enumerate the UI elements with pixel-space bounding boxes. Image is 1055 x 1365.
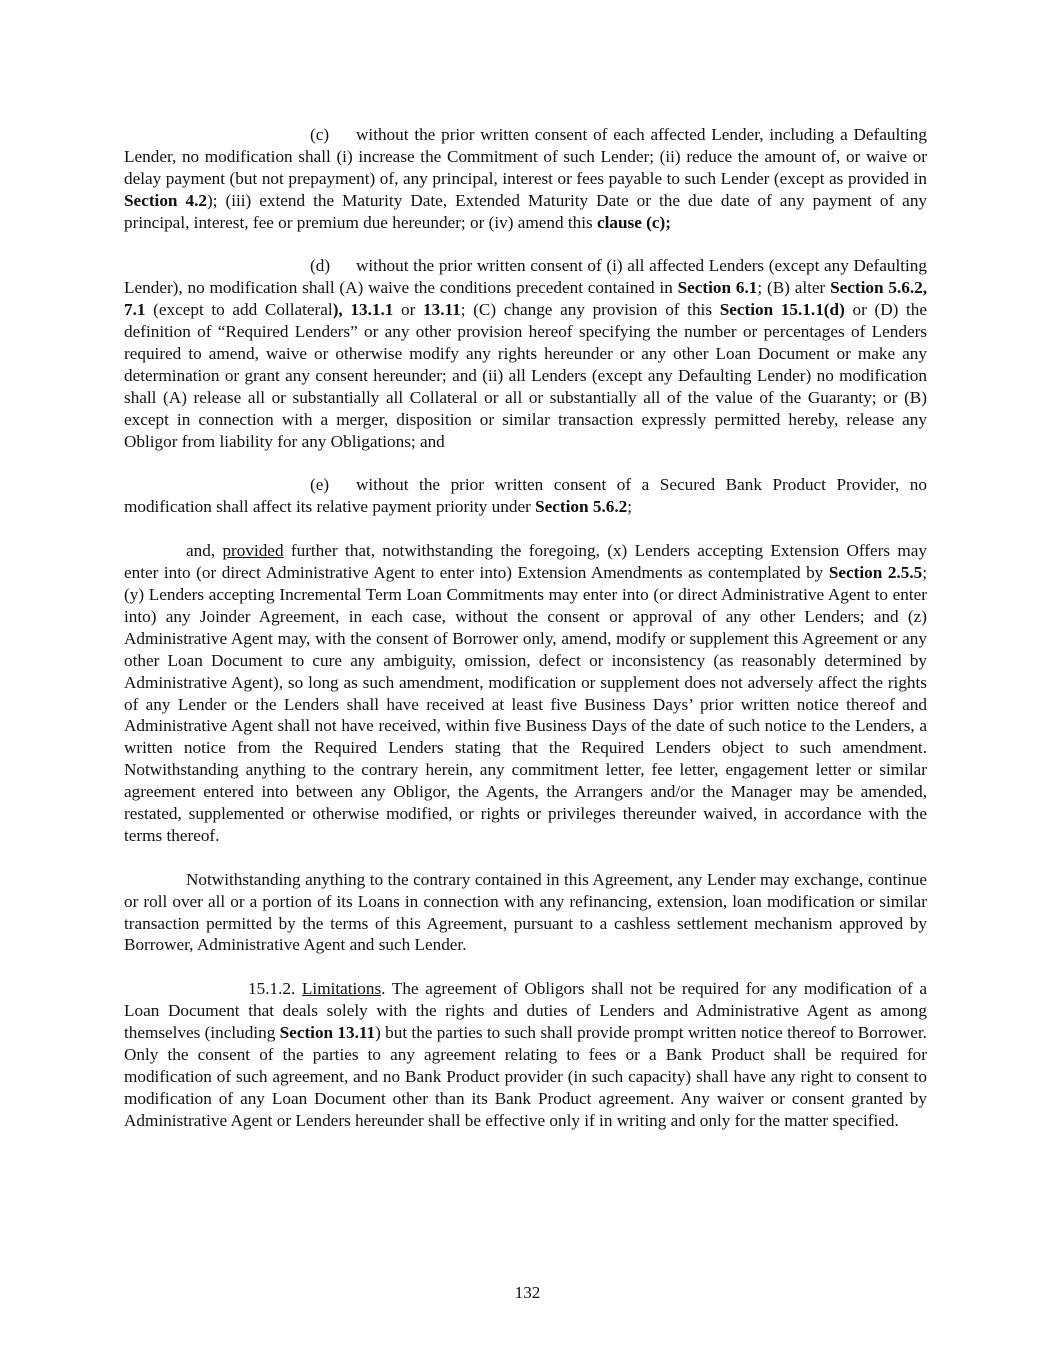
notwithstanding-paragraph: Notwithstanding anything to the contrary contained in this Agreement, any Lender may exchange, continue or roll over all or a portion of its Loans in connection with any refinancing, extension, loan modification or similar transaction permitted by the terms of this Agreement, pursuant to a cashless settlement mechanism approved by Borrower, Administrative Agent and such Lender.	[124, 869, 927, 955]
section-number: 15.1.2.	[248, 979, 296, 999]
provided-further-paragraph: and, provided further that, notwithstanding the foregoing, (x) Lenders accepting Extension Offers may enter into (or direct Administrative Agent to enter into) Extension Amendments as contemplated by Section 2.5.5; (y) Lenders accepting Incremental Term Loan Commitments may enter into (or direct Administrative Agent to enter into) any Joinder Agreement, in each case, without the consent or approval of any other Lenders; and (z) Administrative Agent may, with the consent of Borrower only, amend, modify or supplement this Agreement or any other Loan Document to cure any ambiguity, omission, defect or inconsistency (as reasonably determined by Administrative Agent), so long as such amendment, modification or supplement does not adversely affect the rights of any Lender or the Lenders shall have received at least five Business Days’ prior written notice thereof and Administrative Agent shall not have received, within five Business Days of the date of such notice to the Lenders, a written notice from the Required Lenders stating that the Required Lenders object to such amendment. Notwithstanding anything to the contrary herein, any commitment letter, fee letter, engagement letter or similar agreement entered into between any Obligor, the Agents, the Arrangers and/or the Manager may be amended, restated, supplemented or otherwise modified, or rights or privileges thereunder waived, in accordance with the terms thereof.	[124, 541, 927, 845]
document-page	[124, 124, 927, 1132]
clause-e-label: (e)	[310, 475, 330, 495]
clause-c-label: (c)	[310, 125, 330, 144]
section-15-1-2-limitations: 15.1.2. Limitations. The agreement of Obligors shall not be required for any modification of a Loan Document that deals solely with the rights and duties of Lenders and Administrative Agent as among themselves (including Section 13.11) but the parties to such shall provide prompt written notice thereof to Borrower. Only the consent of the parties to any agreement relating to fees or a Bank Product shall be required for modification of such agreement, and no Bank Product provider (in such capacity) shall have any right to consent to modification of any Loan Document other than its Bank Product agreement. Any waiver or consent granted by Administrative Agent or Lenders hereunder shall be effective only if in writing and only for the matter specified.	[124, 979, 927, 1130]
clause-d: (d) without the prior written consent of (i) all affected Lenders (except any Defaulting Lender), no modification shall (A) waive the conditions precedent contained in Section 6.1; (B) alter Section 5.6.2, 7.1 (except to add Collateral), 13.1.1 or 13.11; (C) change any provision of this Section 15.1.1(d) or (D) the definition of “Required Lenders” or any other provision hereof specifying the number or percentages of Lenders required to amend, waive or otherwise modify any rights hereunder or any other Loan Document or make any determination or grant any consent hereunder; and (ii) all Lenders (except any Defaulting Lender) no modification shall (A) release all or substantially all Collateral or all or substantially all of the value of the Guaranty; or (B) except in connection with a merger, disposition or similar transaction expressly permitted hereby, release any Obligor from liability for any Obligations; and	[124, 256, 928, 451]
section-heading: Limitations	[301, 979, 382, 999]
page-number: 132	[514, 1283, 541, 1302]
clause-d-label: (d)	[310, 256, 331, 276]
clause-c: (c) without the prior written consent of each affected Lender, including a Defaulting Lender, no modification shall (i) increase the Commitment of such Lender; (ii) reduce the amount of, or waive or delay payment (but not prepayment) of, any principal, interest or fees payable to such Lender (except as provided in Section 4.2); (iii) extend the Maturity Date, Extended Maturity Date or the due date of any payment of any principal, interest, fee or premium due hereunder; or (iv) amend this clause (c);	[124, 125, 928, 232]
clause-e: (e) without the prior written consent of a Secured Bank Product Provider, no modification shall affect its relative payment priority under Section 5.6.2;	[124, 475, 927, 517]
